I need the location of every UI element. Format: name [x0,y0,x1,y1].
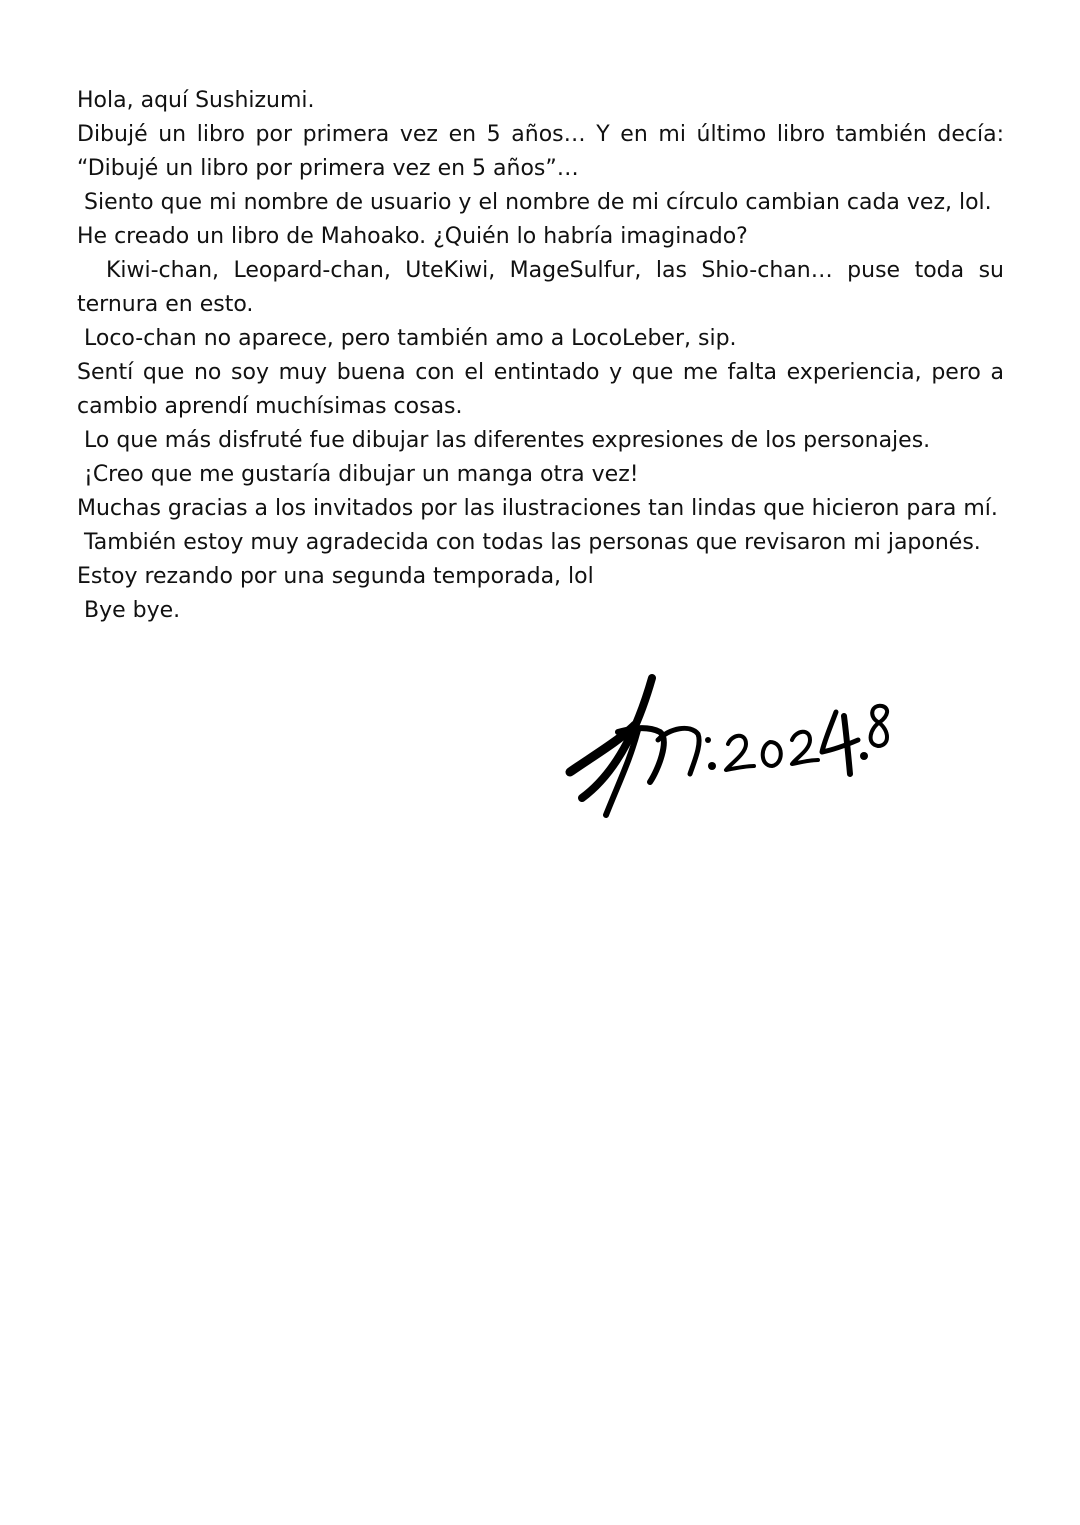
text-line-8: Lo que más disfruté fue dibujar las diferentes expresiones de los personajes. [77,428,931,453]
text-line-2: Dibujé un libro por primera vez en 5 años… Y en mi último libro también decía: “Dibujé un libro por primera vez en 5 años”… [77,122,1011,181]
signature-date-stroke [871,706,887,746]
text-line-9: ¡Creo que me gustaría dibujar un manga otra vez! [77,462,639,487]
handwritten-signature [560,670,900,830]
signature-dot [860,752,868,760]
text-line-3: Siento que mi nombre de usuario y el nombre de mi círculo cambian cada vez, lol. [77,190,992,215]
text-line-4: He creado un libro de Mahoako. ¿Quién lo habría imaginado? [77,224,748,249]
signature-date-stroke [792,732,818,764]
afterword-text [77,84,1011,628]
text-line-12: Estoy rezando por una segunda temporada, lol [77,564,594,589]
signature-date-stroke [844,716,850,774]
text-line-13: Bye bye. [77,598,181,623]
signature-dot [705,737,711,743]
text-line-11: También estoy muy agradecida con todas las personas que revisaron mi japonés. [77,530,981,555]
text-line-7: Sentí que no soy muy buena con el entintado y que me falta experiencia, pero a cambio aprendí muchísimas cosas. [77,360,1011,419]
signature-dot [708,762,716,770]
text-line-1: Hola, aquí Sushizumi. [77,88,315,113]
signature-date-stroke [726,736,754,770]
signature-date-stroke [763,742,781,766]
signature-drawing [560,670,900,830]
signature-date-stroke [822,712,858,752]
text-line-5: Kiwi-chan, Leopard-chan, UteKiwi, MageSulfur, las Shio-chan… puse toda su ternura en esto. [77,258,1011,317]
text-line-6: Loco-chan no aparece, pero también amo a LocoLeber, sip. [77,326,737,351]
text-line-10: Muchas gracias a los invitados por las ilustraciones tan lindas que hicieron para mí. [77,496,998,521]
